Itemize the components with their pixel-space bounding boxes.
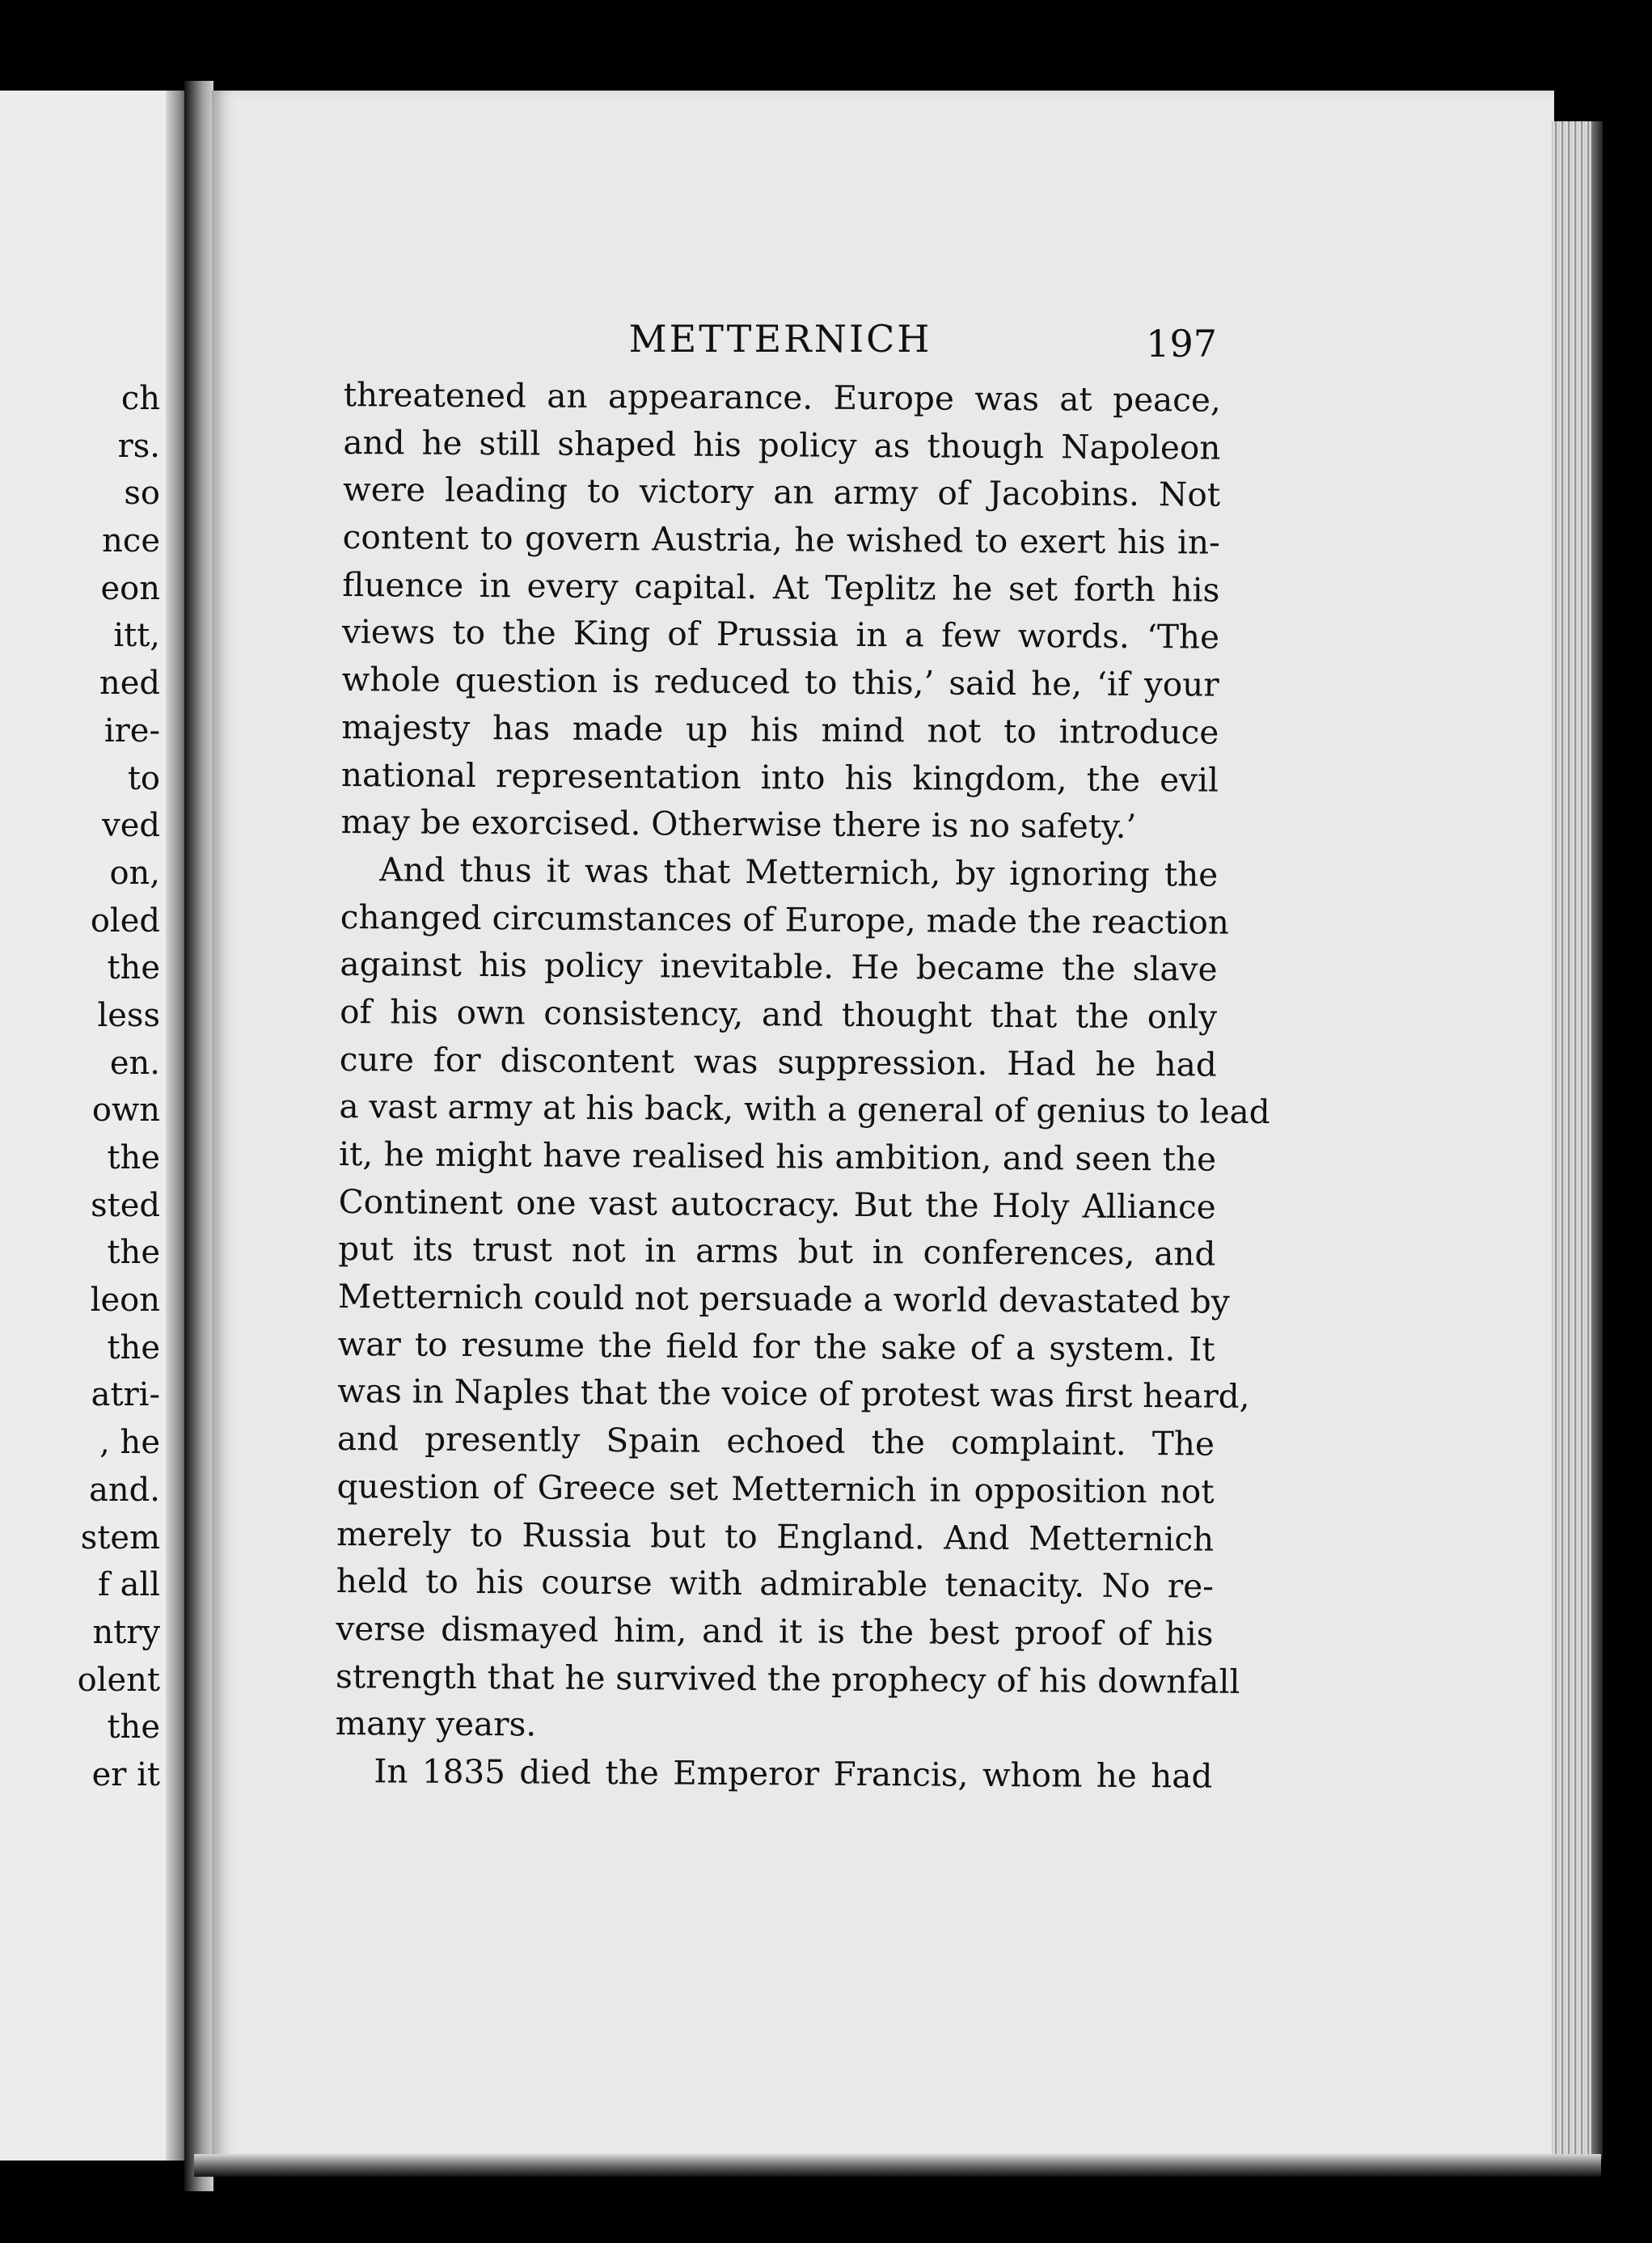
text-line: the bbox=[107, 1328, 160, 1366]
running-title: METTERNICH bbox=[628, 317, 932, 361]
text-line: it, he might have realised his ambition, and seen the bbox=[338, 1134, 1217, 1179]
text-line: nce bbox=[102, 522, 160, 560]
text-line: itt, bbox=[113, 617, 160, 655]
text-line: olent bbox=[77, 1661, 160, 1699]
text-line: and. bbox=[89, 1471, 160, 1509]
text-line: war to resume the field for the sake of a system. It bbox=[337, 1324, 1215, 1369]
text-line: the bbox=[107, 1709, 160, 1747]
text-line: national representation into his kingdom, the evil bbox=[340, 754, 1219, 800]
text-line: And thus it was that Metternich, by ignoring the bbox=[379, 850, 1219, 894]
text-line: rs. bbox=[117, 427, 160, 465]
text-line: ned bbox=[99, 665, 160, 703]
text-line: on, bbox=[109, 854, 160, 892]
text-line: a vast army at his back, with a general of genius to lead bbox=[339, 1087, 1270, 1132]
running-head bbox=[344, 310, 1217, 367]
text-line: the bbox=[107, 1234, 160, 1272]
text-line: to bbox=[127, 759, 160, 797]
text-line: of his own consistency, and thought that the only bbox=[340, 991, 1218, 1037]
text-line: question of Greece set Metternich in opposition not bbox=[336, 1466, 1215, 1511]
text-line: ire- bbox=[104, 712, 160, 750]
text-line: majesty has made up his mind not to introduce bbox=[341, 707, 1219, 752]
text-line: atri- bbox=[91, 1376, 160, 1414]
book-binding-gutter bbox=[184, 81, 213, 2191]
text-line: cure for discontent was suppression. Had he had bbox=[339, 1039, 1217, 1084]
text-line: were leading to victory an army of Jacobins. Not bbox=[342, 470, 1221, 514]
text-line: ch bbox=[120, 380, 160, 417]
text-line: en. bbox=[109, 1044, 160, 1082]
text-line: content to govern Austria, he wished to exert his in- bbox=[342, 517, 1220, 562]
text-line: strength that he survived the prophecy of his downfall bbox=[335, 1656, 1240, 1701]
text-line: own bbox=[91, 1092, 160, 1130]
text-line: was in Naples that the voice of protest was first heard, bbox=[337, 1371, 1250, 1417]
text-line: leon bbox=[90, 1282, 160, 1320]
text-line: stem bbox=[80, 1519, 160, 1557]
text-line: , he bbox=[99, 1424, 160, 1462]
text-line: the bbox=[107, 1139, 160, 1176]
text-line: views to the King of Prussia in a few words. ‘The bbox=[341, 612, 1220, 657]
page-number: 197 bbox=[1146, 322, 1217, 365]
previous-page bbox=[0, 91, 188, 2161]
text-line: held to his course with admirable tenacity. No re- bbox=[336, 1561, 1214, 1606]
text-line: fluence in every capital. At Teplitz he set forth his bbox=[342, 564, 1220, 610]
text-line: In 1835 died the Emperor Francis, whom he had bbox=[374, 1751, 1213, 1796]
previous-page-text bbox=[78, 375, 160, 1799]
text-line: changed circumstances of Europe, made the reaction bbox=[340, 897, 1230, 942]
bottom-page-edge bbox=[194, 2154, 1601, 2177]
text-line: f all bbox=[98, 1566, 160, 1604]
text-line: Metternich could not persuade a world devastated by bbox=[337, 1277, 1230, 1321]
text-line: threatened an appearance. Europe was at peace, bbox=[343, 374, 1221, 420]
text-line: put its trust not in arms but in conferences, and bbox=[338, 1229, 1216, 1274]
text-line: so bbox=[124, 475, 160, 513]
text-line: many years. bbox=[335, 1704, 537, 1744]
text-line: eon bbox=[100, 569, 160, 607]
page-body-text bbox=[335, 371, 1270, 1800]
page-edges-shadow bbox=[1591, 121, 1603, 2159]
text-line: er it bbox=[91, 1755, 160, 1793]
text-line: may be exorcised. Otherwise there is no safety.’ bbox=[340, 802, 1137, 847]
text-line: against his policy inevitable. He became the slave bbox=[340, 944, 1218, 989]
text-line: whole question is reduced to this,’ said he, ‘if your bbox=[341, 660, 1219, 704]
text-line: and he still shaped his policy as though Napoleon bbox=[343, 422, 1221, 467]
text-line: ved bbox=[102, 807, 160, 845]
text-line: merely to Russia but to England. And Metternich bbox=[336, 1514, 1215, 1559]
text-line: Continent one vast autocracy. But the Holy Alliance bbox=[338, 1181, 1216, 1227]
page-edges bbox=[1551, 121, 1596, 2159]
text-line: the bbox=[107, 949, 160, 987]
text-line: oled bbox=[90, 902, 160, 940]
text-line: and presently Spain echoed the complaint. The bbox=[336, 1419, 1215, 1464]
text-line: ntry bbox=[92, 1613, 160, 1651]
text-line: less bbox=[97, 996, 160, 1034]
text-line: sted bbox=[91, 1186, 160, 1224]
text-line: verse dismayed him, and it is the best proof of his bbox=[336, 1608, 1214, 1654]
